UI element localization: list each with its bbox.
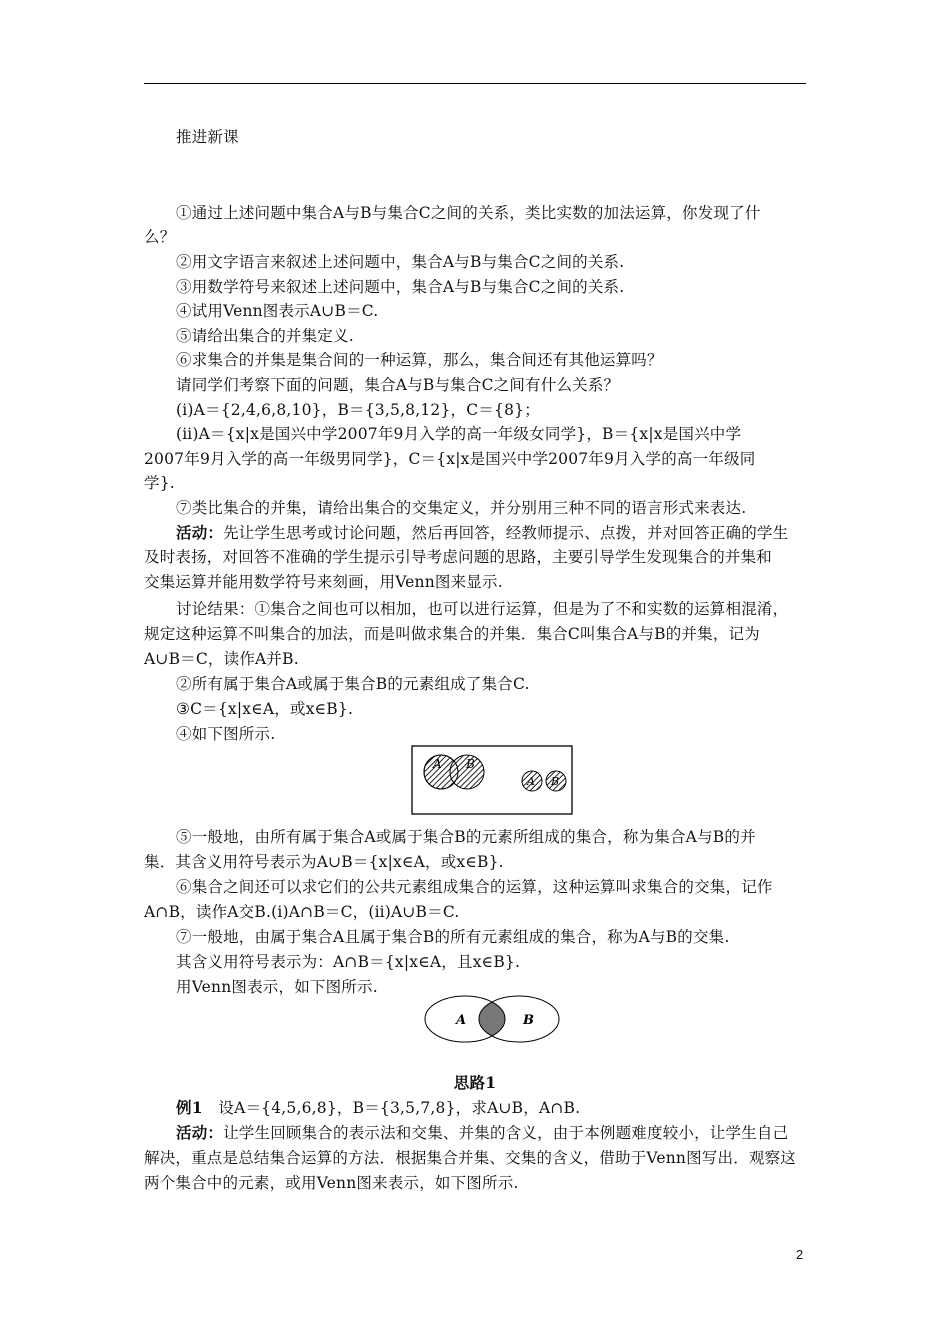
- venn-intersection-label-a: A: [456, 1013, 467, 1028]
- activity-1-cont2: 交集运算并能用数学符号来刻画，用Venn图来显示.: [144, 573, 503, 591]
- case-i: (ⅰ)A＝{2,4,6,8,10}，B＝{3,5,8,12}，C＝{8}；: [176, 401, 540, 419]
- discussion-7: ⑦一般地，由属于集合A且属于集合B的所有元素组成的集合，称为A与B的交集.: [176, 928, 730, 946]
- venn-small-label-b: B: [551, 775, 560, 788]
- idea-heading: 思路1: [453, 1073, 497, 1092]
- activity-1: [176, 521, 788, 545]
- discussion-1-cont: 规定这种运算不叫集合的加法，而是叫做求集合的并集．集合C叫集合A与B的并集，记为: [144, 625, 760, 643]
- discussion-2: ②所有属于集合A或属于集合B的元素组成了集合C.: [176, 675, 530, 693]
- case-ii: (ⅱ)A＝{x|x是国兴中学2007年9月入学的高一年级女同学}，B＝{x|x是国兴中学: [176, 425, 742, 443]
- example-label: 例1: [176, 1098, 203, 1117]
- discussion-6-cont: A∩B，读作A交B.(ⅰ)A∩B＝C，(ⅱ)A∪B＝C.: [144, 903, 460, 921]
- question-4: ④试用Venn图表示A∪B＝C.: [176, 302, 379, 320]
- question-5: ⑤请给出集合的并集定义.: [176, 327, 354, 345]
- activity-label: 活动：: [176, 523, 224, 542]
- venn-intersection-diagram: [422, 993, 562, 1047]
- question-6-prompt: 请同学们考察下面的问题，集合A与B与集合C之间有什么关系？: [176, 376, 620, 394]
- page-number: 2: [796, 1247, 804, 1262]
- discussion-4: ④如下图所示.: [176, 725, 276, 743]
- discussion-6: ⑥集合之间还可以求它们的公共元素组成集合的运算，这种运算叫求集合的交集，记作: [176, 878, 773, 896]
- question-1-cont: 么？: [144, 228, 176, 246]
- discussion-5: ⑤一般地，由所有属于集合A或属于集合B的元素所组成的集合，称为集合A与B的并: [176, 828, 756, 846]
- case-ii-cont2: 学}.: [144, 474, 175, 492]
- question-1: ①通过上述问题中集合A与B与集合C之间的关系，类比实数的加法运算，你发现了什: [176, 204, 761, 222]
- activity-2-cont: 解决，重点是总结集合运算的方法．根据集合并集、交集的含义，借助于Venn图写出．观察这: [144, 1149, 797, 1167]
- activity-2: [176, 1121, 788, 1145]
- header-rule: [144, 83, 806, 84]
- discussion-1-cont2: A∪B＝C，读作A并B.: [144, 650, 299, 668]
- question-2: ②用文字语言来叙述上述问题中，集合A与B与集合C之间的关系.: [176, 253, 625, 271]
- venn-union-diagram: [411, 745, 573, 815]
- question-6: ⑥求集合的并集是集合间的一种运算，那么，集合间还有其他运算吗？: [176, 351, 663, 369]
- activity-2-label: 活动：: [176, 1123, 224, 1142]
- discussion-1: 讨论结果：①集合之间也可以相加，也可以进行运算，但是为了不和实数的运算相混淆，: [176, 600, 789, 618]
- venn-small-label-a: A: [527, 775, 535, 788]
- venn-union-label-a: A: [433, 757, 442, 771]
- activity-text: 先让学生思考或讨论问题，然后再回答，经教师提示、点拨，并对回答正确的学生: [223, 524, 789, 542]
- discussion-3: ③C＝{x|x∈A，或x∈B}.: [176, 700, 354, 718]
- activity-2-cont2: 两个集合中的元素，或用Venn图来表示，如下图所示.: [144, 1174, 519, 1192]
- venn-union-label-b: B: [466, 757, 475, 771]
- activity-1-cont: 及时表扬，对回答不准确的学生提示引导考虑问题的思路，主要引导学生发现集合的并集和: [144, 548, 773, 566]
- discussion-5-cont: 集．其含义用符号表示为A∪B＝{x|x∈A，或x∈B}.: [144, 853, 504, 871]
- question-7: ⑦类比集合的并集，请给出集合的交集定义，并分别用三种不同的语言形式来表达.: [176, 499, 747, 517]
- section-title: 推进新课: [176, 128, 239, 146]
- venn-intersection-label-b: B: [523, 1013, 534, 1028]
- case-ii-cont: 2007年9月入学的高一年级男同学}，C＝{x|x是国兴中学2007年9月入学的高一年级同: [144, 450, 756, 468]
- discussion-7-venn: 用Venn图表示，如下图所示.: [176, 978, 378, 996]
- question-3: ③用数学符号来叙述上述问题中，集合A与B与集合C之间的关系.: [176, 278, 625, 296]
- example-1: [176, 1096, 580, 1120]
- discussion-7-symbol: 其含义用符号表示为：A∩B＝{x|x∈A，且x∈B}.: [176, 953, 521, 971]
- activity-2-text: 让学生回顾集合的表示法和交集、并集的含义，由于本例题难度较小，让学生自己: [223, 1124, 789, 1142]
- example-text: 设A＝{4,5,6,8}，B＝{3,5,7,8}，求A∪B，A∩B.: [202, 1099, 581, 1117]
